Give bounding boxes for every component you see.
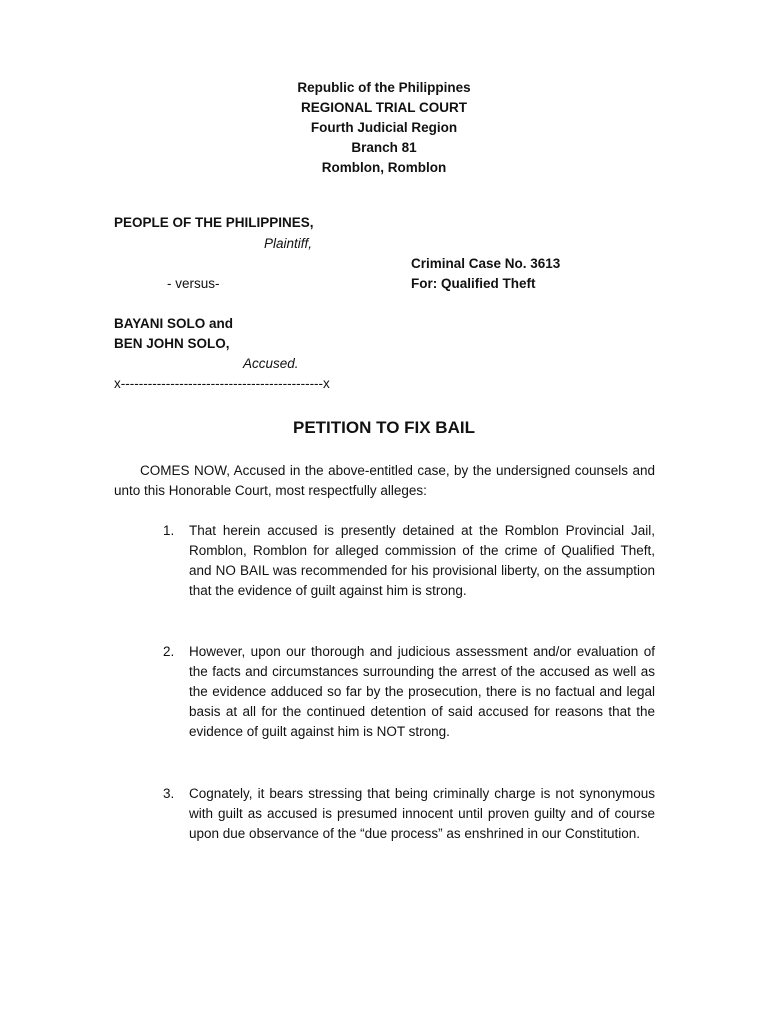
accused-name-1: BAYANI SOLO and xyxy=(114,316,234,331)
caption-separator: x---------------------------------------------x xyxy=(114,376,330,391)
document-title: PETITION TO FIX BAIL xyxy=(293,418,475,437)
allegation-1 xyxy=(163,521,655,601)
header-republic: Republic of the Philippines xyxy=(297,80,471,95)
allegation-number: 3. xyxy=(163,786,175,801)
accused-name-2: BEN JOHN SOLO, xyxy=(114,336,230,351)
allegation-text: However, upon our thorough and judicious assessment and/or evaluation of the facts and circumstances surrounding the arrest of the accused as well as the evidence adduced so far by the prosecution, there is no factual and legal basis at all for the continued detention of said accused for reasons that the evidence of guilt against him is NOT strong. xyxy=(189,644,655,739)
allegation-text: That herein accused is presently detained at the Romblon Provincial Jail, Romblon, Romblon for alleged commission of the crime of Qualified Theft, and NO BAIL was recommended for his provisional liberty, on the assumption that the evidence of guilt against him is strong. xyxy=(189,523,655,598)
header-region: Fourth Judicial Region xyxy=(310,120,458,135)
allegation-number: 1. xyxy=(163,523,175,538)
allegation-3 xyxy=(163,784,655,844)
case-number: Criminal Case No. 3613 xyxy=(411,256,561,271)
allegation-2 xyxy=(163,642,655,742)
allegation-number: 2. xyxy=(163,644,175,659)
plaintiff-role: Plaintiff, xyxy=(264,236,313,251)
allegation-text: Cognately, it bears stressing that being criminally charge is not synonymous with guilt as accused is presumed innocent until proven guilty and of course upon due observance of the “due process” as enshrined in our Constitution. xyxy=(189,786,655,841)
header-branch: Branch 81 xyxy=(351,140,417,155)
court-header xyxy=(0,78,768,178)
accused-role: Accused. xyxy=(243,356,299,371)
plaintiff-name: PEOPLE OF THE PHILIPPINES, xyxy=(114,215,314,230)
intro-paragraph: COMES NOW, Accused in the above-entitled case, by the undersigned counsels and unto this Honorable Court, most respectfully alleges: xyxy=(114,463,655,498)
versus-label: - versus- xyxy=(167,276,220,291)
header-court: REGIONAL TRIAL COURT xyxy=(300,100,467,115)
case-offense: For: Qualified Theft xyxy=(411,276,536,291)
header-location: Romblon, Romblon xyxy=(321,160,447,175)
